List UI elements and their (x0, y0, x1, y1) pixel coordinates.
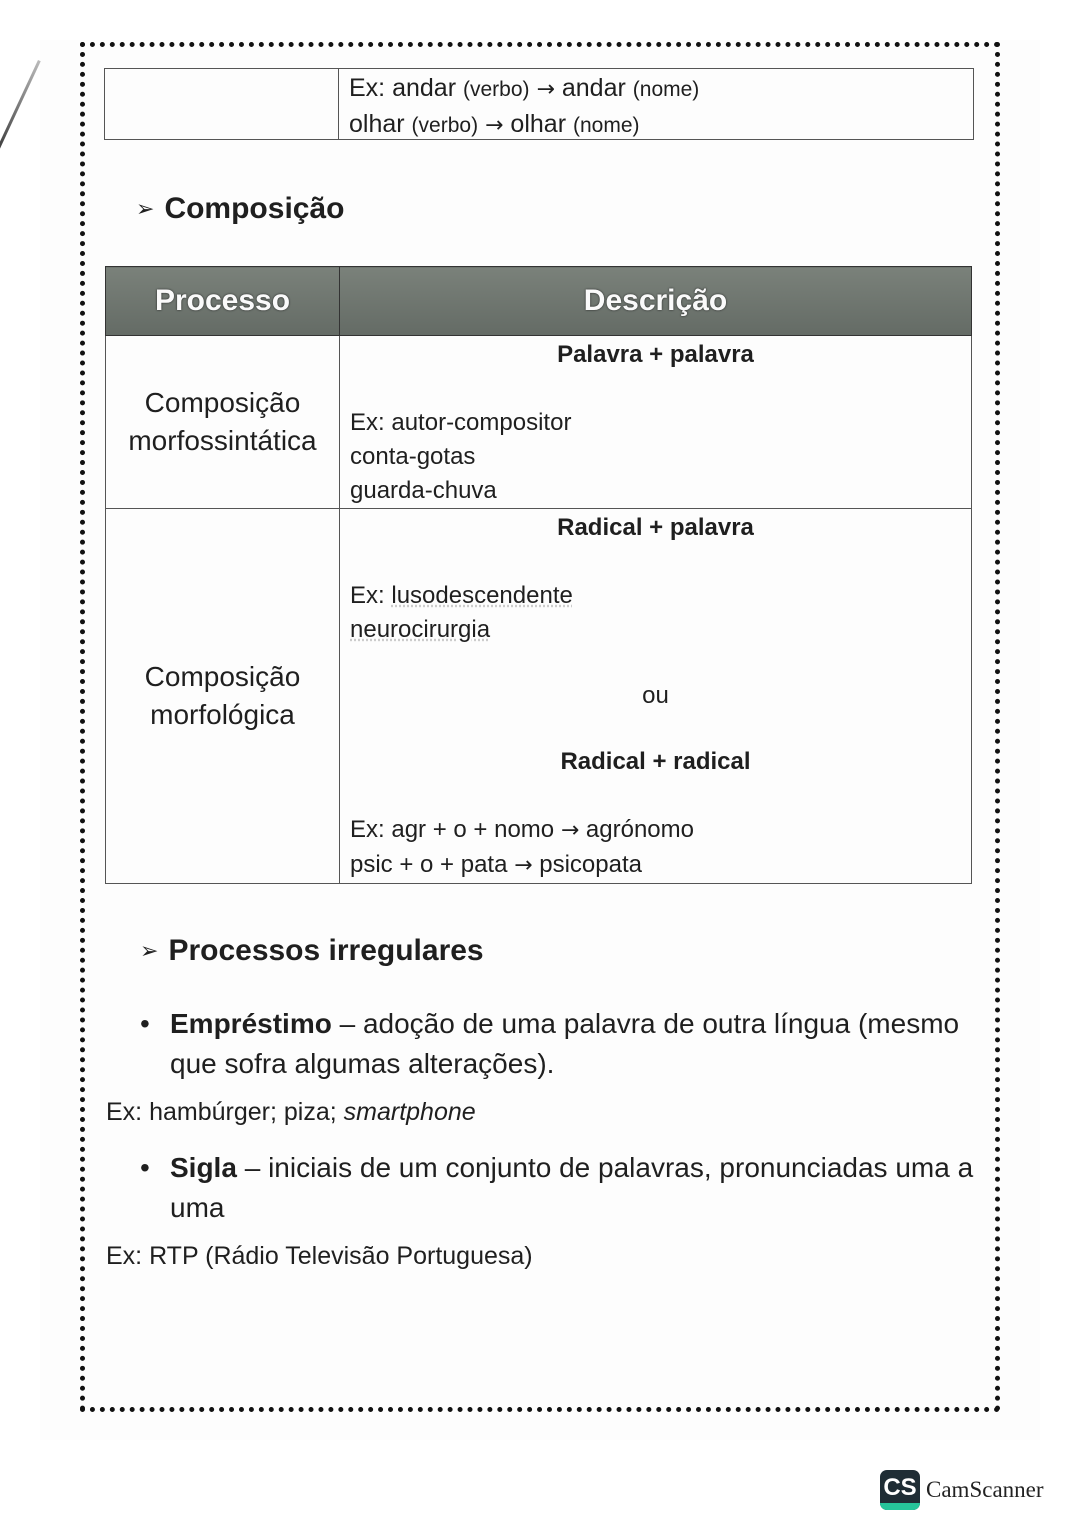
process-cell: Composição morfológica (106, 509, 340, 884)
watermark-label: CamScanner (926, 1477, 1044, 1502)
arrow-right-icon: → (485, 113, 504, 138)
arrow-right-icon: → (560, 818, 580, 843)
arrow-right-icon: → (536, 77, 555, 102)
example-line: Ex: autor-compositor (350, 409, 572, 436)
arrow-right-icon: → (514, 853, 533, 878)
rule-text: Palavra + palavra (557, 341, 754, 368)
rule-text: Radical + radical (560, 748, 751, 775)
list-item-sigla: • Sigla – iniciais de um conjunto de palavras, pronunciadas uma a uma (140, 1148, 990, 1228)
table-row (106, 336, 972, 509)
example-line: neurocirurgia (350, 616, 491, 643)
conversion-table-continuation (104, 68, 974, 140)
term: Empréstimo (170, 1008, 332, 1039)
term: Sigla (170, 1152, 237, 1183)
or-separator: ou (642, 682, 669, 709)
example-line: olhar (verbo) → olhar (nome) (349, 110, 640, 138)
arrowhead-bullet-icon: ➢ (136, 196, 155, 222)
header-processo: Processo (106, 267, 340, 336)
description-cell (340, 509, 972, 884)
table-header-row (106, 267, 972, 336)
description-cell (339, 69, 973, 139)
composition-table (105, 266, 972, 884)
section-title: Processos irregulares (168, 934, 484, 967)
bullet-icon: • (140, 1152, 150, 1183)
process-cell: Composição morfossintática (106, 336, 340, 509)
section-title: Composição (164, 192, 345, 225)
table-row (106, 509, 972, 884)
example-line: guarda-chuva (350, 477, 497, 504)
example-line: psic + o + pata → psicopata (350, 851, 642, 878)
example-sigla: Ex: RTP (Rádio Televisão Portuguesa) (106, 1242, 533, 1270)
definition: adoção de uma palavra de outra língua (mesmo que sofra algumas alterações). (170, 1008, 960, 1079)
arrowhead-bullet-icon: ➢ (140, 938, 159, 964)
description-cell (340, 336, 972, 509)
example-line: conta-gotas (350, 443, 476, 470)
camscanner-logo-icon: CS (880, 1470, 920, 1510)
page-edge-mark (0, 60, 41, 170)
bullet-icon: • (140, 1008, 150, 1039)
example-emprestimo: Ex: hambúrger; piza; smartphone (106, 1098, 476, 1126)
example-line: Ex: agr + o + nomo → agrónomo (350, 816, 694, 843)
definition: iniciais de um conjunto de palavras, pronunciadas uma a uma (170, 1152, 974, 1223)
process-cell-empty (105, 69, 339, 139)
section-heading-composicao (136, 192, 344, 226)
example-prefix: Ex: (349, 74, 386, 102)
example-line: Ex: andar (verbo) → andar (nome) (349, 74, 700, 102)
section-heading-irregulares (140, 934, 484, 968)
camscanner-watermark (880, 1470, 1044, 1510)
rule-text: Radical + palavra (557, 514, 754, 541)
example-line: Ex: lusodescendente (350, 582, 573, 609)
list-item-emprestimo: • Empréstimo – adoção de uma palavra de outra língua (mesmo que sofra algumas alterações). (140, 1004, 990, 1084)
header-descricao: Descrição (340, 267, 972, 336)
